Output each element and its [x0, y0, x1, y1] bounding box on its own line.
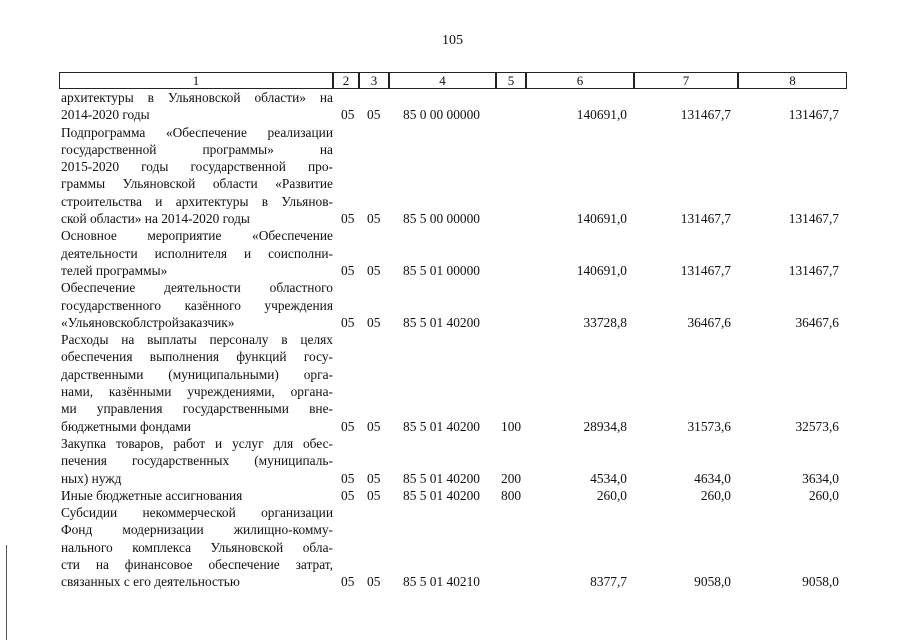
- table-row: [61, 124, 861, 228]
- cell-c5: 100: [501, 418, 522, 434]
- table-row: [61, 504, 861, 590]
- description-line: Основное мероприятие «Обеспечение: [61, 228, 333, 244]
- cell-c5: 800: [501, 487, 522, 503]
- description-line: телей программы»: [61, 262, 168, 278]
- description-line: нального комплекса Ульяновской обла-: [61, 539, 333, 555]
- table-body: [61, 89, 861, 591]
- cell-c6: 33728,8: [583, 314, 627, 330]
- cell-c2: 05: [341, 574, 355, 590]
- cell-c4: 85 5 01 40200: [403, 314, 480, 330]
- header-col-6: 6: [526, 72, 634, 89]
- description-line: Иные бюджетные ассигнования: [61, 487, 243, 503]
- cell-c7: 131467,7: [680, 262, 731, 278]
- cell-c8: 32573,6: [795, 418, 839, 434]
- header-col-7: 7: [634, 72, 738, 89]
- description-line: связанных с его деятельностью: [61, 574, 240, 590]
- cell-c2: 05: [341, 487, 355, 503]
- cell-c3: 05: [367, 107, 381, 123]
- description-line: обеспечения выполнения функций госу-: [61, 349, 333, 365]
- description-line: печения государственных (муниципаль-: [61, 453, 333, 469]
- row-description: [61, 227, 333, 279]
- cell-c2: 05: [341, 418, 355, 434]
- description-line: государственного казённого учреждения: [61, 297, 333, 313]
- header-col-5: 5: [496, 72, 526, 89]
- cell-c7: 4634,0: [694, 470, 731, 486]
- cell-c8: 3634,0: [802, 470, 839, 486]
- cell-c6: 8377,7: [590, 574, 627, 590]
- cell-c7: 36467,6: [687, 314, 731, 330]
- description-line: бюджетными фондами: [61, 418, 191, 434]
- cell-c7: 31573,6: [687, 418, 731, 434]
- table-row: [61, 331, 861, 435]
- description-line: «Ульяновскоблстройзаказчик»: [61, 314, 235, 330]
- cell-c2: 05: [341, 262, 355, 278]
- cell-c2: 05: [341, 314, 355, 330]
- cell-c6: 140691,0: [576, 211, 627, 227]
- description-line: ных) нужд: [61, 470, 122, 486]
- description-line: Фонд модернизации жилищно-комму-: [61, 522, 333, 538]
- table-row: [61, 227, 861, 279]
- cell-c6: 4534,0: [590, 470, 627, 486]
- cell-c4: 85 5 01 40200: [403, 487, 480, 503]
- cell-c4: 85 5 01 00000: [403, 262, 480, 278]
- description-line: государственной программы» на: [61, 141, 333, 157]
- description-line: 2015-2020 годы государственной про-: [61, 159, 333, 175]
- cell-c8: 260,0: [808, 487, 839, 503]
- table-row: [61, 435, 861, 487]
- cell-c7: 9058,0: [694, 574, 731, 590]
- description-line: Закупка товаров, работ и услуг для обес-: [61, 435, 333, 451]
- description-line: строительства и архитектуры в Ульянов-: [61, 193, 333, 209]
- row-description: [61, 89, 333, 124]
- cell-c4: 85 5 01 40210: [403, 574, 480, 590]
- cell-c4: 85 5 00 00000: [403, 211, 480, 227]
- cell-c4: 85 5 01 40200: [403, 418, 480, 434]
- cell-c6: 140691,0: [576, 107, 627, 123]
- cell-c3: 05: [367, 211, 381, 227]
- description-line: Обеспечение деятельности областного: [61, 280, 333, 296]
- cell-c3: 05: [367, 487, 381, 503]
- description-line: деятельности исполнителя и соисполни-: [61, 245, 333, 261]
- header-col-2: 2: [333, 72, 359, 89]
- cell-c2: 05: [341, 107, 355, 123]
- description-line: 2014-2020 годы: [61, 107, 150, 123]
- cell-c8: 131467,7: [788, 107, 839, 123]
- cell-c3: 05: [367, 262, 381, 278]
- description-line: Подпрограмма «Обеспечение реализации: [61, 124, 333, 140]
- table-row: [61, 279, 861, 331]
- cell-c5: 200: [501, 470, 522, 486]
- table-row: [61, 89, 861, 124]
- description-line: сти на финансовое обеспечение затрат,: [61, 557, 333, 573]
- row-description: [61, 124, 333, 228]
- page-number: 105: [442, 33, 463, 48]
- table-row: [61, 487, 861, 504]
- row-description: [61, 331, 333, 435]
- header-col-8: 8: [738, 72, 847, 89]
- cell-c8: 36467,6: [795, 314, 839, 330]
- cell-c2: 05: [341, 211, 355, 227]
- description-line: ми управления государственными вне-: [61, 401, 333, 417]
- cell-c7: 260,0: [700, 487, 731, 503]
- cell-c6: 28934,8: [583, 418, 627, 434]
- cell-c6: 260,0: [596, 487, 627, 503]
- row-description: [61, 279, 333, 331]
- cell-c7: 131467,7: [680, 211, 731, 227]
- description-line: граммы Ульяновской области «Развитие: [61, 176, 333, 192]
- cell-c3: 05: [367, 314, 381, 330]
- header-col-4: 4: [389, 72, 496, 89]
- description-line: Расходы на выплаты персоналу в целях: [61, 332, 333, 348]
- cell-c3: 05: [367, 418, 381, 434]
- description-line: ской области» на 2014-2020 годы: [61, 211, 250, 227]
- cell-c8: 131467,7: [788, 211, 839, 227]
- cell-c3: 05: [367, 470, 381, 486]
- cell-c4: 85 0 00 00000: [403, 107, 480, 123]
- description-line: дарственными (муниципальными) орга-: [61, 366, 333, 382]
- row-description: [61, 435, 333, 487]
- cell-c8: 9058,0: [802, 574, 839, 590]
- cell-c2: 05: [341, 470, 355, 486]
- cell-c8: 131467,7: [788, 262, 839, 278]
- description-line: нами, казёнными учреждениями, органа-: [61, 384, 333, 400]
- row-description: [61, 504, 333, 590]
- margin-line: [6, 545, 7, 640]
- cell-c7: 131467,7: [680, 107, 731, 123]
- description-line: Субсидии некоммерческой организации: [61, 505, 333, 521]
- row-description: [61, 487, 333, 504]
- header-col-1: 1: [59, 72, 333, 89]
- header-col-3: 3: [359, 72, 389, 89]
- cell-c4: 85 5 01 40200: [403, 470, 480, 486]
- cell-c6: 140691,0: [576, 262, 627, 278]
- cell-c3: 05: [367, 574, 381, 590]
- description-line: архитектуры в Ульяновской области» на: [61, 90, 333, 105]
